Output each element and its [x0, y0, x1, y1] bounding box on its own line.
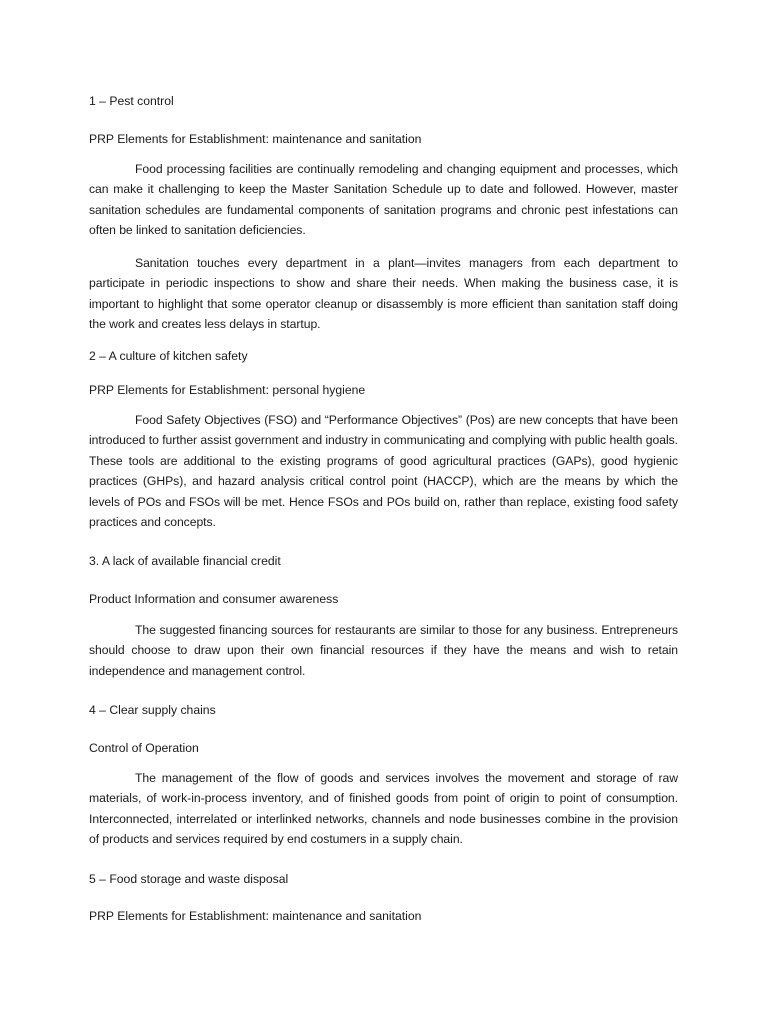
section-4-paragraph-1: The management of the flow of goods and services involves the movement and storage of raw materials, of work-in-process inventory, and of finished goods from point of origin to point of consumption. Interconnected, interrelated or interlinked networks, channels and node businesses combine in the provision of products and services required by end costumers in a supply chain.: [89, 771, 678, 847]
section-1-heading: 1 – Pest control: [89, 94, 174, 108]
section-1-paragraph-2: Sanitation touches every department in a plant—invites managers from each department to participate in periodic inspections to show and share their needs. When making the business case, it is important to highlight that some operator cleanup or disassembly is more efficient than sanitation staff doing the work and creates less delays in startup.: [89, 256, 678, 332]
section-5-subheading: PRP Elements for Establishment: maintenance and sanitation: [89, 909, 422, 923]
section-4-heading: 4 – Clear supply chains: [89, 703, 216, 717]
section-1-subheading: PRP Elements for Establishment: maintenance and sanitation: [89, 132, 422, 146]
section-4-subheading: Control of Operation: [89, 741, 199, 755]
section-3-heading: 3. A lack of available financial credit: [89, 554, 281, 568]
section-5-heading: 5 – Food storage and waste disposal: [89, 872, 289, 886]
section-3-subheading: Product Information and consumer awareness: [89, 592, 339, 606]
section-2-heading: 2 – A culture of kitchen safety: [89, 349, 248, 363]
section-1-paragraph-1: Food processing facilities are continually remodeling and changing equipment and processes, which can make it challenging to keep the Master Sanitation Schedule up to date and followed. However, master sanitation schedules are fundamental components of sanitation programs and chronic pest infestations can often be linked to sanitation deficiencies.: [89, 162, 678, 238]
section-2-paragraph-1: Food Safety Objectives (FSO) and “Performance Objectives” (Pos) are new concepts that have been introduced to further assist government and industry in communicating and complying with public health goals. These tools are additional to the existing programs of good agricultural practices (GAPs), good hygienic practices (GHPs), and hazard analysis critical control point (HACCP), which are the means by which the levels of POs and FSOs will be met. Hence FSOs and POs build on, rather than replace, existing food safety practices and concepts.: [89, 413, 678, 530]
section-3-paragraph-1: The suggested financing sources for restaurants are similar to those for any business. Entrepreneurs should choose to draw upon their own financial resources if they have the means and wish to retain independence and management control.: [89, 623, 678, 678]
section-2-subheading: PRP Elements for Establishment: personal hygiene: [89, 383, 366, 397]
